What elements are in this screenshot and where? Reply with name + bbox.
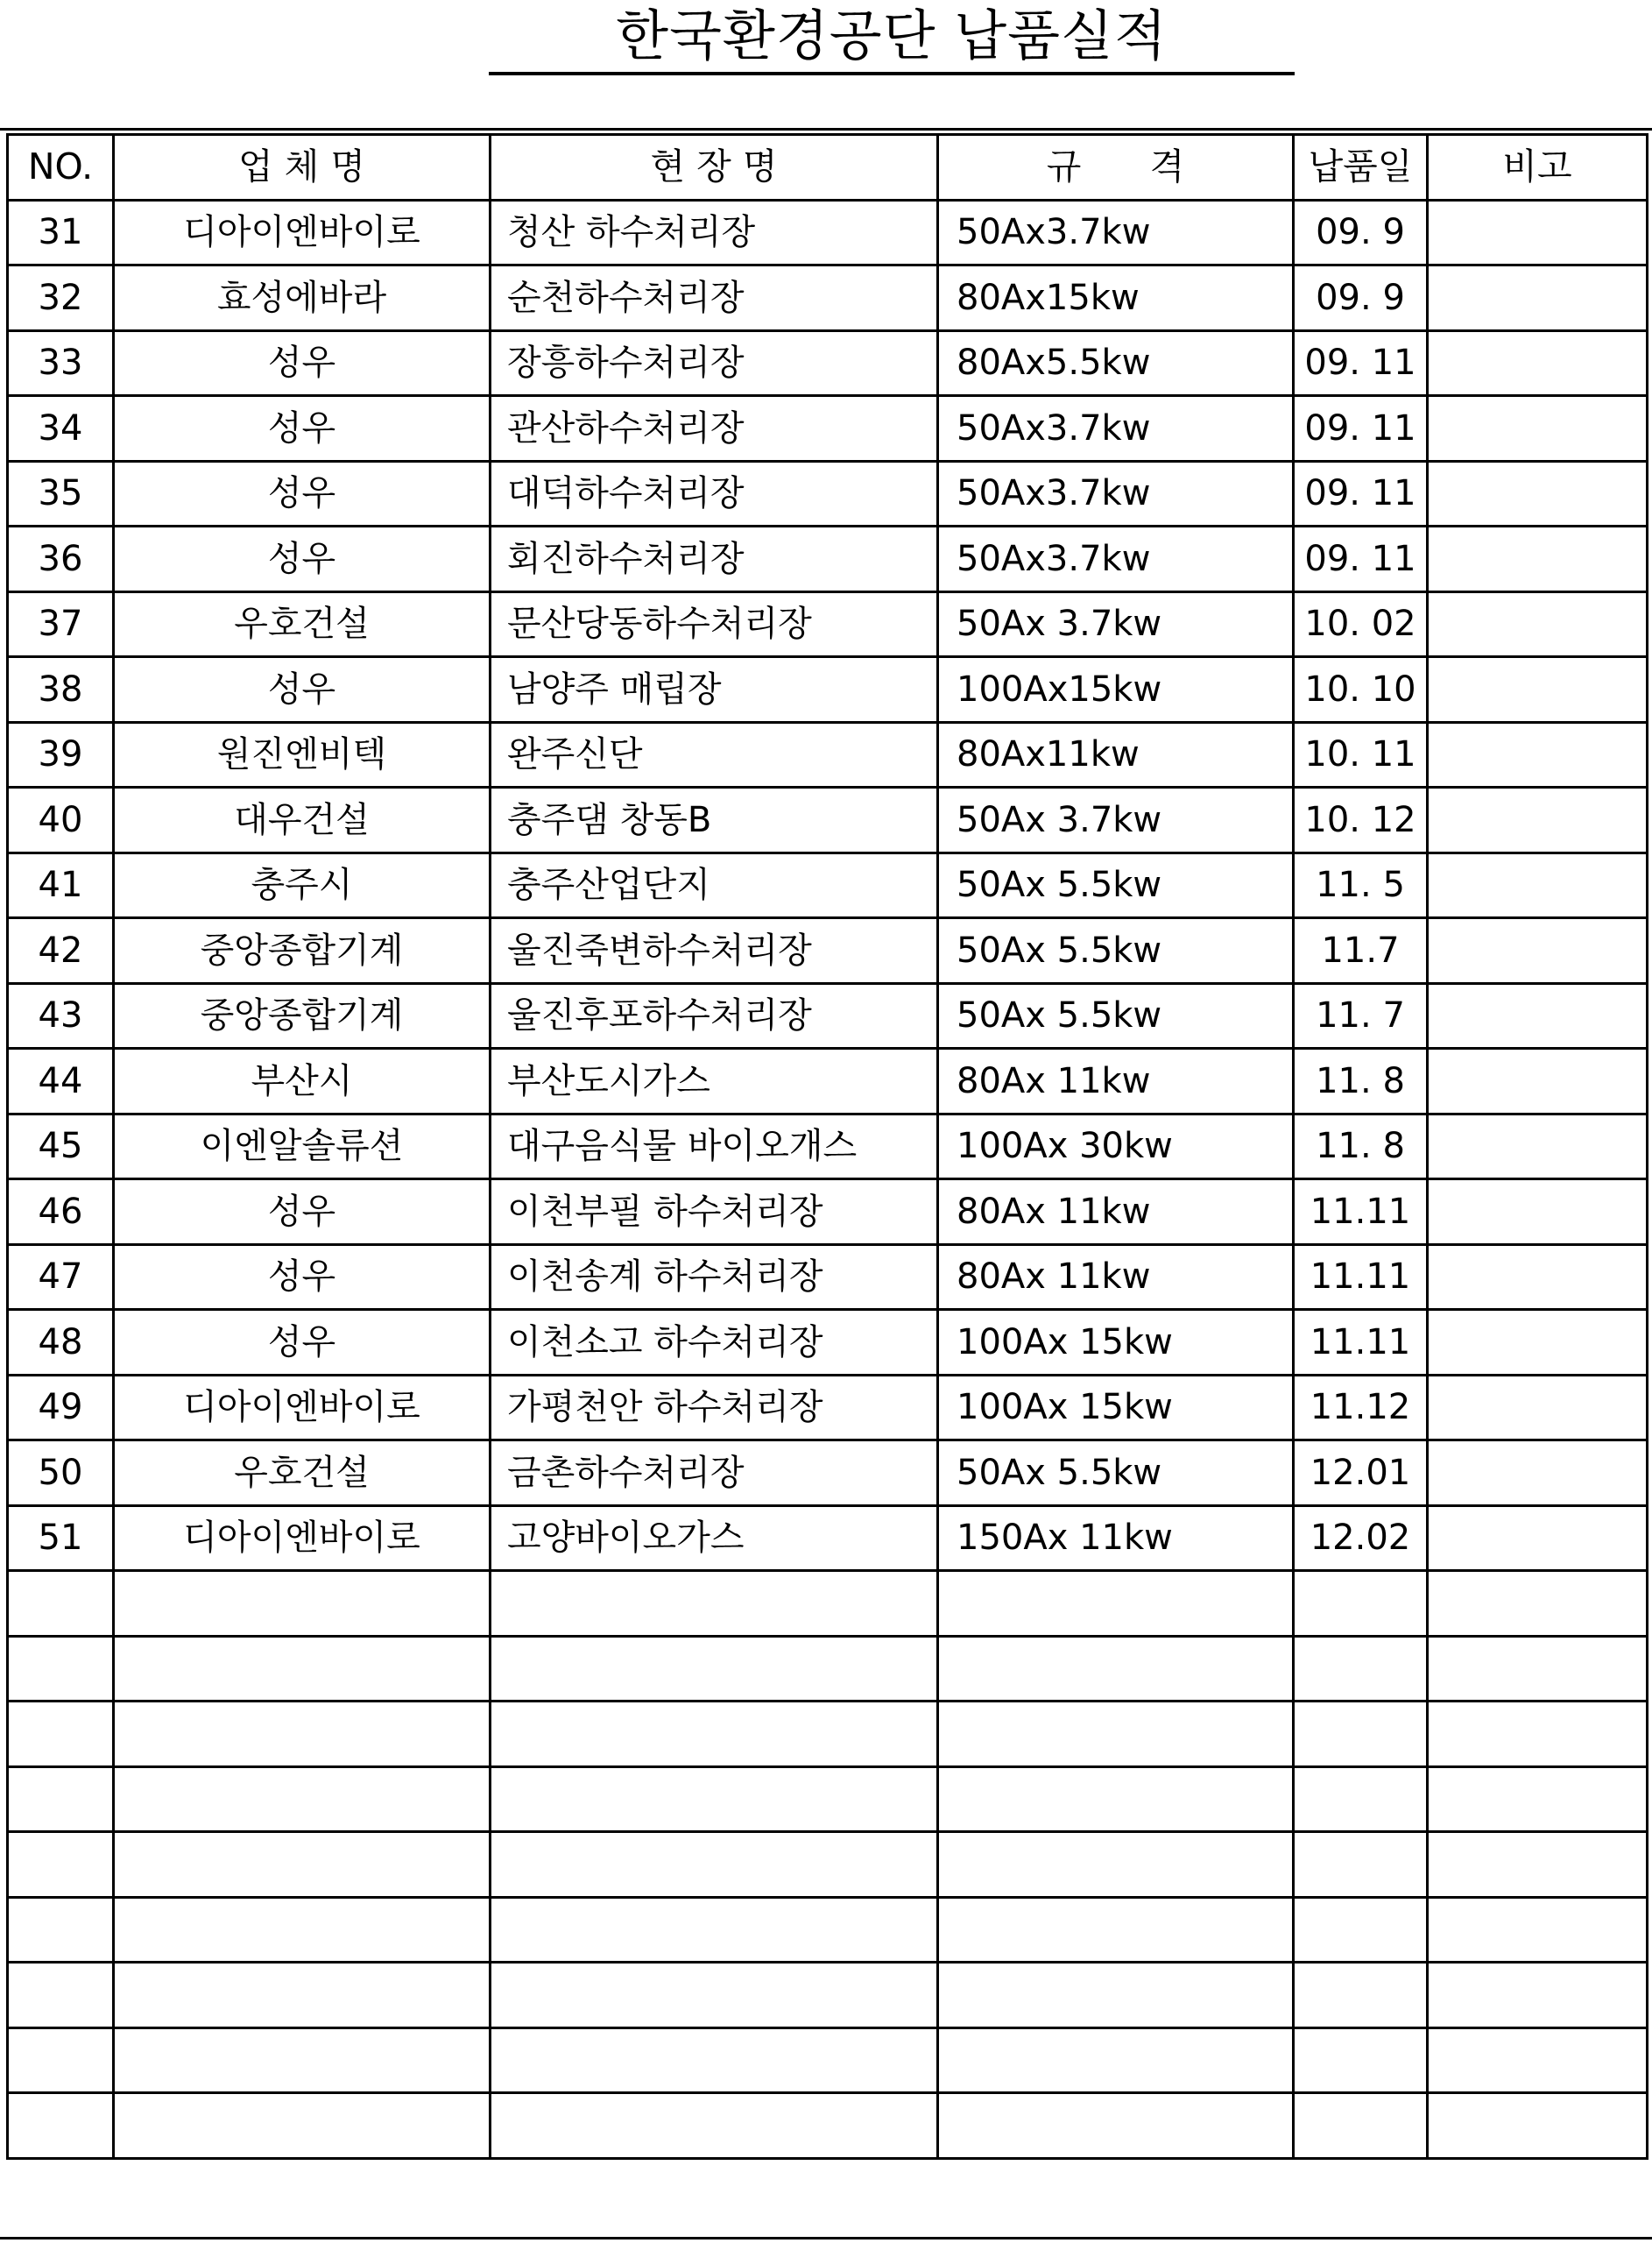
cell-note: [1428, 788, 1648, 853]
cell-no: [8, 1702, 114, 1767]
cell-spec: [938, 1702, 1294, 1767]
cell-no: 39: [8, 722, 114, 788]
cell-site: 회진하수처리장: [491, 527, 938, 592]
header-note: 비고: [1428, 135, 1648, 201]
cell-spec: 80Ax15kw: [938, 265, 1294, 331]
cell-company: 우호건설: [114, 591, 491, 657]
cell-spec: 100Ax 30kw: [938, 1114, 1294, 1179]
table-row: [8, 1571, 1648, 1637]
cell-site: 대구음식물 바이오개스: [491, 1114, 938, 1179]
cell-company: 성우: [114, 1310, 491, 1376]
cell-note: [1428, 1440, 1648, 1506]
cell-no: 48: [8, 1310, 114, 1376]
cell-site: 충주산업단지: [491, 853, 938, 918]
cell-note: [1428, 1897, 1648, 1963]
cell-spec: 50Ax3.7kw: [938, 200, 1294, 265]
cell-site: 장흥하수처리장: [491, 330, 938, 396]
table-row: [8, 1505, 1648, 1571]
table-row: [8, 2027, 1648, 2093]
cell-spec: 50Ax3.7kw: [938, 527, 1294, 592]
cell-spec: 50Ax3.7kw: [938, 396, 1294, 462]
cell-no: 32: [8, 265, 114, 331]
cell-date: 09. 9: [1294, 200, 1428, 265]
cell-site: 금촌하수처리장: [491, 1440, 938, 1506]
cell-spec: 50Ax 5.5kw: [938, 983, 1294, 1049]
cell-site: 가평천안 하수처리장: [491, 1375, 938, 1440]
cell-note: [1428, 722, 1648, 788]
cell-note: [1428, 1766, 1648, 1832]
cell-date: 09. 11: [1294, 330, 1428, 396]
cell-no: 43: [8, 983, 114, 1049]
table-row: [8, 1636, 1648, 1702]
cell-no: [8, 1636, 114, 1702]
cell-company: [114, 1766, 491, 1832]
cell-company: 대우건설: [114, 788, 491, 853]
cell-no: 46: [8, 1179, 114, 1245]
cell-company: 중앙종합기계: [114, 918, 491, 984]
cell-site: 관산하수처리장: [491, 396, 938, 462]
cell-spec: 80Ax 11kw: [938, 1244, 1294, 1310]
cell-company: [114, 1636, 491, 1702]
cell-site: [491, 1897, 938, 1963]
cell-no: 31: [8, 200, 114, 265]
cell-site: 이천부필 하수처리장: [491, 1179, 938, 1245]
table-row: [8, 330, 1648, 396]
cell-company: [114, 1702, 491, 1767]
cell-spec: 100Ax 15kw: [938, 1310, 1294, 1376]
cell-spec: [938, 1636, 1294, 1702]
cell-date: 09. 11: [1294, 461, 1428, 527]
cell-no: 47: [8, 1244, 114, 1310]
cell-company: 성우: [114, 330, 491, 396]
cell-note: [1428, 1049, 1648, 1114]
cell-date: [1294, 1636, 1428, 1702]
cell-company: 부산시: [114, 1049, 491, 1114]
cell-spec: 50Ax 5.5kw: [938, 1440, 1294, 1506]
table-row: [8, 1440, 1648, 1506]
table-row: [8, 1375, 1648, 1440]
cell-no: [8, 1571, 114, 1637]
delivery-record-table: [6, 133, 1648, 2160]
cell-no: 44: [8, 1049, 114, 1114]
cell-spec: 80Ax5.5kw: [938, 330, 1294, 396]
cell-note: [1428, 1636, 1648, 1702]
cell-date: 12.02: [1294, 1505, 1428, 1571]
table-row: [8, 461, 1648, 527]
cell-no: 49: [8, 1375, 114, 1440]
cell-site: [491, 1702, 938, 1767]
cell-note: [1428, 1571, 1648, 1637]
cell-spec: 80Ax11kw: [938, 722, 1294, 788]
cell-no: 34: [8, 396, 114, 462]
cell-site: 이천송계 하수처리장: [491, 1244, 938, 1310]
header-site: 현 장 명: [491, 135, 938, 201]
cell-note: [1428, 461, 1648, 527]
cell-note: [1428, 1310, 1648, 1376]
cell-site: 고양바이오가스: [491, 1505, 938, 1571]
cell-site: 이천소고 하수처리장: [491, 1310, 938, 1376]
cell-spec: 100Ax 15kw: [938, 1375, 1294, 1440]
cell-date: [1294, 1963, 1428, 2028]
cell-site: 순천하수처리장: [491, 265, 938, 331]
cell-no: 33: [8, 330, 114, 396]
cell-note: [1428, 1963, 1648, 2028]
cell-note: [1428, 1179, 1648, 1245]
cell-note: [1428, 1114, 1648, 1179]
table-row: [8, 1049, 1648, 1114]
table-row: [8, 265, 1648, 331]
cell-spec: [938, 2027, 1294, 2093]
cell-no: [8, 1832, 114, 1898]
cell-site: 청산 하수처리장: [491, 200, 938, 265]
cell-company: 디아이엔바이로: [114, 1505, 491, 1571]
table-row: [8, 1702, 1648, 1767]
cell-company: 성우: [114, 527, 491, 592]
cell-spec: 50Ax 3.7kw: [938, 591, 1294, 657]
cell-site: [491, 2093, 938, 2159]
cell-date: 11. 8: [1294, 1049, 1428, 1114]
cell-date: 11. 7: [1294, 983, 1428, 1049]
cell-no: 42: [8, 918, 114, 984]
table-row: [8, 527, 1648, 592]
cell-note: [1428, 918, 1648, 984]
table-row: [8, 1244, 1648, 1310]
cell-spec: 80Ax 11kw: [938, 1049, 1294, 1114]
cell-site: [491, 1636, 938, 1702]
cell-date: [1294, 1702, 1428, 1767]
cell-site: [491, 1963, 938, 2028]
cell-note: [1428, 1702, 1648, 1767]
cell-spec: [938, 2093, 1294, 2159]
cell-site: 울진죽변하수처리장: [491, 918, 938, 984]
delivery-record-table-frame: [0, 128, 1652, 2239]
cell-note: [1428, 396, 1648, 462]
cell-site: 남양주 매립장: [491, 657, 938, 723]
cell-no: 45: [8, 1114, 114, 1179]
cell-date: 11.11: [1294, 1179, 1428, 1245]
cell-company: [114, 1963, 491, 2028]
cell-spec: 150Ax 11kw: [938, 1505, 1294, 1571]
table-row: [8, 918, 1648, 984]
table-row: [8, 1114, 1648, 1179]
cell-no: 36: [8, 527, 114, 592]
table-row: [8, 1766, 1648, 1832]
table-header-row: [8, 135, 1648, 201]
cell-no: 37: [8, 591, 114, 657]
cell-date: 12.01: [1294, 1440, 1428, 1506]
table-row: [8, 2093, 1648, 2159]
cell-note: [1428, 1375, 1648, 1440]
cell-date: 10. 02: [1294, 591, 1428, 657]
cell-spec: 50Ax 5.5kw: [938, 918, 1294, 984]
cell-date: 10. 11: [1294, 722, 1428, 788]
cell-no: 41: [8, 853, 114, 918]
cell-no: [8, 2093, 114, 2159]
cell-site: 울진후포하수처리장: [491, 983, 938, 1049]
cell-spec: [938, 1832, 1294, 1898]
cell-company: 디아이엔바이로: [114, 200, 491, 265]
cell-date: 11. 5: [1294, 853, 1428, 918]
cell-spec: [938, 1766, 1294, 1832]
cell-no: 51: [8, 1505, 114, 1571]
cell-date: 11.7: [1294, 918, 1428, 984]
cell-note: [1428, 1244, 1648, 1310]
cell-site: 대덕하수처리장: [491, 461, 938, 527]
cell-note: [1428, 1505, 1648, 1571]
cell-no: 35: [8, 461, 114, 527]
cell-date: [1294, 2093, 1428, 2159]
cell-no: 50: [8, 1440, 114, 1506]
cell-note: [1428, 527, 1648, 592]
cell-company: 원진엔비텍: [114, 722, 491, 788]
cell-note: [1428, 1832, 1648, 1898]
cell-company: [114, 2093, 491, 2159]
cell-site: 부산도시가스: [491, 1049, 938, 1114]
cell-site: 완주신단: [491, 722, 938, 788]
cell-note: [1428, 265, 1648, 331]
cell-date: [1294, 1897, 1428, 1963]
cell-no: 38: [8, 657, 114, 723]
cell-note: [1428, 330, 1648, 396]
table-row: [8, 396, 1648, 462]
cell-site: [491, 1832, 938, 1898]
header-company: 업 체 명: [114, 135, 491, 201]
cell-company: 성우: [114, 1244, 491, 1310]
table-row: [8, 1310, 1648, 1376]
cell-company: 성우: [114, 1179, 491, 1245]
cell-note: [1428, 853, 1648, 918]
cell-note: [1428, 2093, 1648, 2159]
cell-company: 디아이엔바이로: [114, 1375, 491, 1440]
cell-company: 성우: [114, 396, 491, 462]
cell-note: [1428, 983, 1648, 1049]
cell-spec: [938, 1963, 1294, 2028]
cell-note: [1428, 591, 1648, 657]
cell-company: 충주시: [114, 853, 491, 918]
cell-note: [1428, 200, 1648, 265]
cell-company: [114, 1832, 491, 1898]
cell-note: [1428, 2027, 1648, 2093]
cell-date: 09. 11: [1294, 527, 1428, 592]
table-row: [8, 657, 1648, 723]
cell-site: 문산당동하수처리장: [491, 591, 938, 657]
table-row: [8, 853, 1648, 918]
cell-company: [114, 2027, 491, 2093]
header-date: 납품일: [1294, 135, 1428, 201]
cell-date: 10. 10: [1294, 657, 1428, 723]
cell-spec: 50Ax 5.5kw: [938, 853, 1294, 918]
cell-company: 이엔알솔류션: [114, 1114, 491, 1179]
cell-site: [491, 1571, 938, 1637]
table-row: [8, 1179, 1648, 1245]
table-row: [8, 1832, 1648, 1898]
table-row: [8, 200, 1648, 265]
cell-site: [491, 1766, 938, 1832]
cell-date: 09. 11: [1294, 396, 1428, 462]
table-row: [8, 591, 1648, 657]
table-row: [8, 1897, 1648, 1963]
cell-date: 10. 12: [1294, 788, 1428, 853]
cell-spec: [938, 1897, 1294, 1963]
cell-company: 성우: [114, 657, 491, 723]
cell-no: [8, 2027, 114, 2093]
cell-date: 11. 8: [1294, 1114, 1428, 1179]
cell-site: 충주댐 창동B: [491, 788, 938, 853]
cell-site: [491, 2027, 938, 2093]
table-row: [8, 1963, 1648, 2028]
cell-company: 성우: [114, 461, 491, 527]
cell-company: 중앙종합기계: [114, 983, 491, 1049]
cell-no: [8, 1766, 114, 1832]
cell-no: [8, 1963, 114, 2028]
cell-spec: 50Ax 3.7kw: [938, 788, 1294, 853]
cell-note: [1428, 657, 1648, 723]
cell-spec: [938, 1571, 1294, 1637]
cell-date: 11.12: [1294, 1375, 1428, 1440]
table-row: [8, 788, 1648, 853]
cell-spec: 80Ax 11kw: [938, 1179, 1294, 1245]
header-spec: 규 격: [938, 135, 1294, 201]
cell-date: [1294, 1832, 1428, 1898]
table-row: [8, 722, 1648, 788]
cell-date: [1294, 1571, 1428, 1637]
cell-spec: 50Ax3.7kw: [938, 461, 1294, 527]
cell-company: [114, 1897, 491, 1963]
cell-spec: 100Ax15kw: [938, 657, 1294, 723]
document-title: 한국환경공단 납품실적: [489, 0, 1295, 75]
cell-date: [1294, 1766, 1428, 1832]
cell-no: [8, 1897, 114, 1963]
cell-company: 효성에바라: [114, 265, 491, 331]
cell-date: 11.11: [1294, 1310, 1428, 1376]
cell-no: 40: [8, 788, 114, 853]
header-no: NO.: [8, 135, 114, 201]
cell-date: [1294, 2027, 1428, 2093]
table-row: [8, 983, 1648, 1049]
cell-date: 09. 9: [1294, 265, 1428, 331]
cell-company: [114, 1571, 491, 1637]
cell-company: 우호건설: [114, 1440, 491, 1506]
cell-date: 11.11: [1294, 1244, 1428, 1310]
